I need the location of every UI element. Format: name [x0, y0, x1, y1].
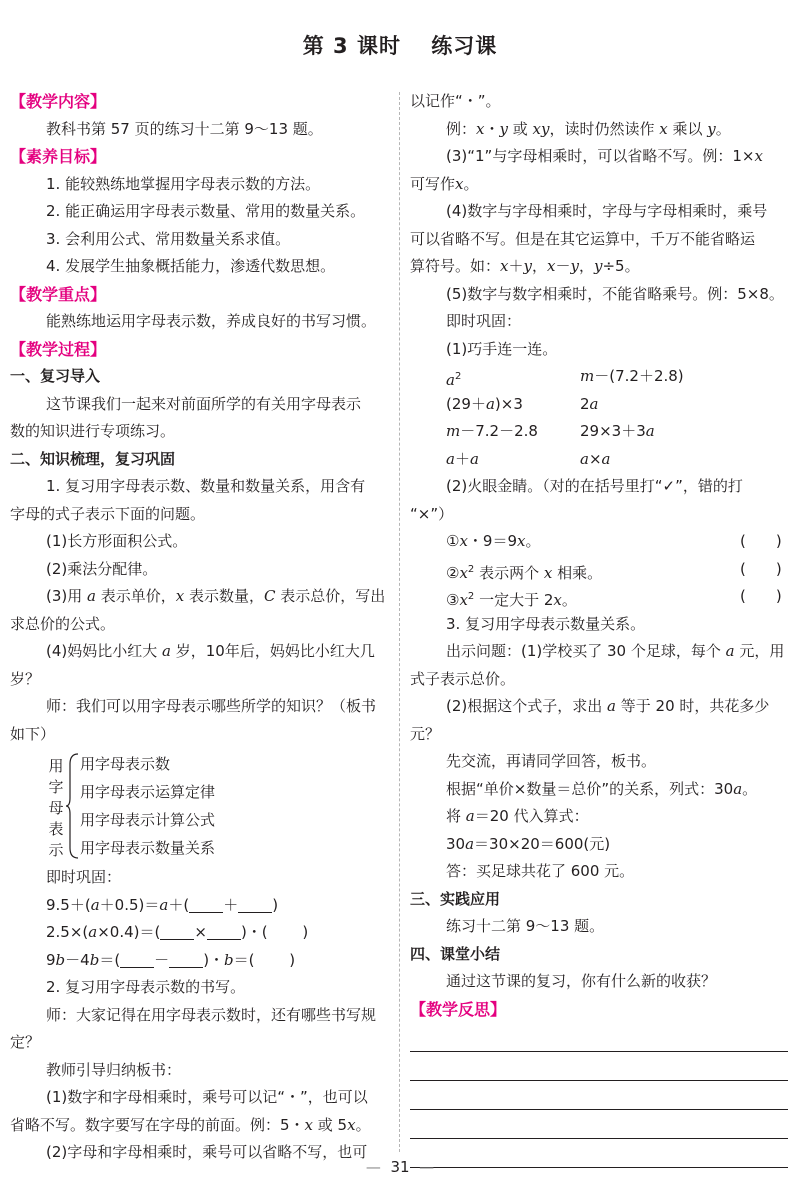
section-heading-process: 【教学过程】 — [10, 339, 107, 359]
paragraph: 将 a＝20 代入算式： — [446, 807, 589, 825]
brace-diagram — [46, 750, 388, 862]
paragraph: 字母的式子表示下面的问题。 — [10, 504, 206, 523]
problem-line-cont: 式子表示总价。 — [410, 669, 516, 688]
writing-line — [410, 1052, 788, 1081]
column-divider — [399, 92, 400, 1152]
teacher-line: 师：大家记得在用字母表示数时，还有哪些书写规 — [46, 1005, 377, 1024]
paragraph: 通过这节课的复习，你有什么新的收获？ — [446, 972, 717, 990]
focus-text: 能熟练地运用字母表示数，养成良好的书写习惯。 — [46, 312, 377, 330]
match-row: $a^2$ m－(7.2＋2.8) — [446, 367, 684, 389]
writing-line — [410, 1023, 788, 1052]
brace-items — [80, 750, 215, 862]
paragraph: 这节课我们一起来对前面所学的有关用字母表示 — [46, 394, 362, 413]
teacher-line: 如下） — [10, 724, 56, 743]
question-item: (1)长方形面积公式。 — [46, 532, 188, 550]
question-item-cont: 求总价的公式。 — [10, 614, 116, 633]
paragraph: 1. 复习用字母表示数、数量和数量关系，用含有 — [46, 477, 366, 495]
teacher-line: 师：我们可以用字母表示哪些所学的知识？（板书 — [46, 697, 377, 715]
goal-item: 3. 会利用公式、常用数量关系求值。 — [46, 229, 291, 248]
exercise-title: (1)巧手连一连。 — [446, 339, 558, 358]
teacher-line: 教师引导归纳板书： — [46, 1060, 182, 1079]
teacher-line: 定？ — [10, 1033, 41, 1051]
right-column — [410, 88, 788, 1168]
paragraph: 先交流，再请同学回答，板书。 — [446, 752, 657, 770]
answer-paren: ( ) — [740, 532, 782, 550]
exercise-line: 9.5＋(a＋0.5)＝a＋( ＋ ) — [46, 895, 279, 914]
subheading-organize: 二、知识梳理，复习巩固 — [10, 449, 176, 468]
judge-item: ①x・9＝9x。 ( ) — [410, 528, 788, 556]
rule-item-cont: 可写作x。 — [410, 174, 479, 193]
brace-item: 用字母表示数量关系 — [80, 839, 216, 857]
example-line: 例：x・y 或 xy，读时仍然读作 x 乘以 y。 — [446, 119, 731, 138]
match-row: (29＋a)×3 2a — [446, 394, 599, 413]
fill-blank — [189, 896, 223, 913]
problem-line: 出示问题：(1)学校买了 30 个足球，每个 a 元，用 — [446, 642, 785, 660]
subheading: 2. 复习用字母表示数的书写。 — [46, 978, 246, 996]
fill-blank — [238, 896, 272, 913]
judge-item: $②x^2$ 表示两个 x 相乘。 ( ) — [410, 556, 788, 584]
rule-item-cont: 可以省略不写。但是在其它运算中，千万不能省略运 — [410, 229, 756, 248]
problem-line: (2)根据这个式子，求出 a 等于 20 时，共花多少 — [446, 697, 770, 715]
section-heading-goals: 【素养目标】 — [10, 147, 107, 166]
fill-blank — [169, 951, 203, 968]
section-heading-reflection: 【教学反思】 — [410, 999, 507, 1019]
subheading-practice: 三、实践应用 — [410, 889, 501, 908]
rule-item: (2)字母和字母相乘时，乘号可以省略不写，也可 — [46, 1143, 368, 1161]
rule-item: (1)数字和字母相乘时，乘号可以记“・”，也可以 — [46, 1088, 368, 1106]
problem-line-cont: 元？ — [410, 724, 441, 743]
rule-item-cont: 以记作“・”。 — [410, 92, 501, 110]
paragraph: 练习十二第 9～13 题。 — [446, 917, 605, 935]
rule-item: (4)数字与字母相乘时，字母与字母相乘时，乘号 — [446, 202, 768, 220]
rule-item-cont: 省略不写。数字要写在字母的前面。例：5・x 或 5x。 — [10, 1115, 371, 1134]
consolidate-label: 即时巩固： — [446, 312, 522, 330]
goal-item: 2. 能正确运用字母表示数量、常用的数量关系。 — [46, 202, 366, 220]
paragraph: 根据“单价×数量＝总价”的关系，列式：30a。 — [446, 779, 758, 798]
match-row: a＋a a×a — [446, 449, 611, 468]
rule-item-cont: 算符号。如：x＋y，x－y，y÷5。 — [410, 257, 640, 275]
subheading-review: 一、复习导入 — [10, 367, 101, 385]
question-item: (3)用 a 表示单价，x 表示数量，C 表示总价，写出 — [46, 587, 386, 605]
exercise-title: (2)火眼金睛。（对的在括号里打“✓”，错的打 — [446, 477, 743, 495]
answer-line: 答：买足球共花了 600 元。 — [446, 862, 635, 880]
section-heading-content: 【教学内容】 — [10, 92, 107, 111]
subheading-summary: 四、课堂小结 — [410, 944, 501, 963]
rule-item: (5)数字与数字相乘时，不能省略乘号。例：5×8。 — [446, 284, 784, 303]
writing-line — [410, 1110, 788, 1139]
fill-blank — [207, 923, 241, 940]
brace-item: 用字母表示数 — [80, 755, 171, 773]
question-item: (4)妈妈比小红大 a 岁，10年后，妈妈比小红大几 — [46, 642, 375, 660]
exercise-line: 2.5×(a×0.4)＝( × )・( ) — [46, 923, 309, 941]
page-title: 第 3 课时 练习课 — [302, 34, 498, 58]
paragraph: 数的知识进行专项练习。 — [10, 422, 176, 440]
brace-item: 用字母表示运算定律 — [80, 783, 216, 801]
fill-blank — [120, 951, 154, 968]
page-number: — 31 — — [365, 1158, 435, 1176]
answer-paren: ( ) — [740, 559, 782, 578]
goal-item: 1. 能较熟练地掌握用字母表示数的方法。 — [46, 174, 321, 193]
writing-line — [410, 1081, 788, 1110]
exercise-title-cont: “×”） — [410, 504, 454, 523]
equation: 30a＝30×20＝600(元) — [446, 834, 611, 853]
brace-item: 用字母表示计算公式 — [80, 811, 216, 829]
left-column — [10, 88, 388, 1167]
content-text: 教科书第 57 页的练习十二第 9～13 题。 — [46, 119, 323, 138]
brace-icon — [66, 750, 80, 862]
rule-item: (3)“1”与字母相乘时，可以省略不写。例：1×x — [446, 147, 763, 165]
section-heading-focus: 【教学重点】 — [10, 284, 107, 304]
subheading: 3. 复习用字母表示数量关系。 — [446, 614, 646, 633]
match-row: m－7.2－2.8 29×3＋3a — [446, 422, 655, 440]
fill-blank — [160, 923, 194, 940]
judge-item: $③x^2$ 一定大于 2x。 ( ) — [410, 583, 788, 611]
question-item-cont: 岁？ — [10, 669, 41, 688]
goal-item: 4. 发展学生抽象概括能力，渗透代数思想。 — [46, 257, 336, 275]
consolidate-label: 即时巩固： — [46, 868, 122, 886]
answer-paren: ( ) — [740, 587, 782, 605]
question-item: (2)乘法分配律。 — [46, 559, 158, 578]
brace-head: 用 字 母 表 示 — [48, 757, 64, 859]
exercise-line: 9b－4b＝( － )・b＝( ) — [46, 950, 296, 969]
